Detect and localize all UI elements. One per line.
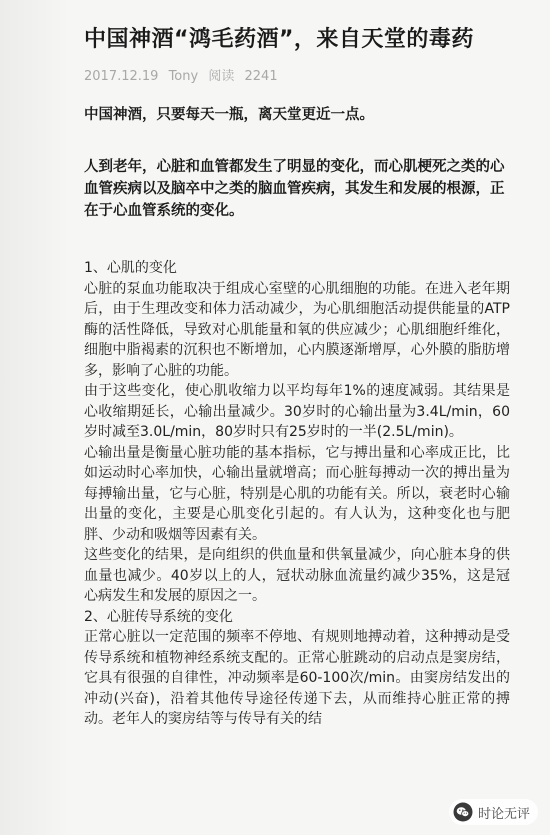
section-heading: 1、心肌的变化 [84, 260, 177, 276]
paragraph: 心输出量是衡量心脏功能的基本指标，它与搏出量和心率成正比，比如运动时心率加快，心输出量就增高；而心脏每搏动一次的搏出量为每搏输出量，它与心脏，特别是心肌的功能有关。所以，衰老时心输出量的变化，主要是心肌变化引起的。有人认为，这种变化也与肥胖、少动和吸烟等因素有关。 [84, 444, 510, 543]
paragraph: 正常心脏以一定范围的频率不停地、有规则地搏动着，这种搏动是受传导系统和植物神经系统支配的。正常心脏跳动的启动点是窦房结，它具有很强的自律性，冲动频率是60-100次/min。由窦房结发出的冲动(兴奋)，沿着其他传导途径传递下去，从而维持心脏正常的搏动。老年人的窦房结等与传导有关的结 [84, 629, 510, 727]
article-author[interactable]: Tony [168, 69, 199, 84]
article-lead: 中国神酒，只要每天一瓶，离天堂更近一点。 [84, 107, 374, 123]
article-meta [84, 68, 510, 86]
page-shadow [0, 0, 70, 835]
article-title: 中国神酒“鸿毛药酒”，来自天堂的毒药 [84, 27, 474, 52]
paragraph: 由于这些变化，使心肌收缩力以平均每年1%的速度减弱。其结果是心收缩期延长，心输出量减少。30岁时的心输出量为3.4L/min，60岁时减至3.0L/min，80岁时只有25岁时的一半(2.5L/min)。 [84, 383, 510, 440]
article-intro: 人到老年，心脏和血管都发生了明显的变化，而心肌梗死之类的心血管疾病以及脑卒中之类的脑血管疾病，其发生和发展的根源，正在于心血管系统的变化。 [84, 159, 505, 219]
article-date: 2017.12.19 [84, 69, 159, 84]
watermark-badge [449, 799, 538, 825]
section-heading: 2、心脏传导系统的变化 [84, 608, 233, 625]
article-body [84, 258, 510, 730]
paragraph: 这些变化的结果，是向组织的供血量和供氧量减少，向心脏本身的供血量也减少。40岁以上的人，冠状动脉血流量约减少35%，这是冠心病发生和发展的原因之一。 [84, 547, 510, 604]
watermark-text: 时论无评 [477, 806, 530, 822]
paragraph: 心脏的泵血功能取决于组成心室壁的心肌细胞的功能。在进入老年期后，由于生理改变和体力活动减少，为心肌细胞活动提供能量的ATP酶的活性降低，导致对心肌能量和氧的供应减少；心肌细胞纤维化，细胞中脂褐素的沉积也不断增加，心内膜逐渐增厚，心外膜的脂肪增多，影响了心脏的功能。 [84, 280, 510, 379]
reads-label: 阅读 [208, 69, 235, 84]
reads-count: 2241 [244, 69, 278, 84]
wechat-logo-icon [453, 802, 473, 822]
